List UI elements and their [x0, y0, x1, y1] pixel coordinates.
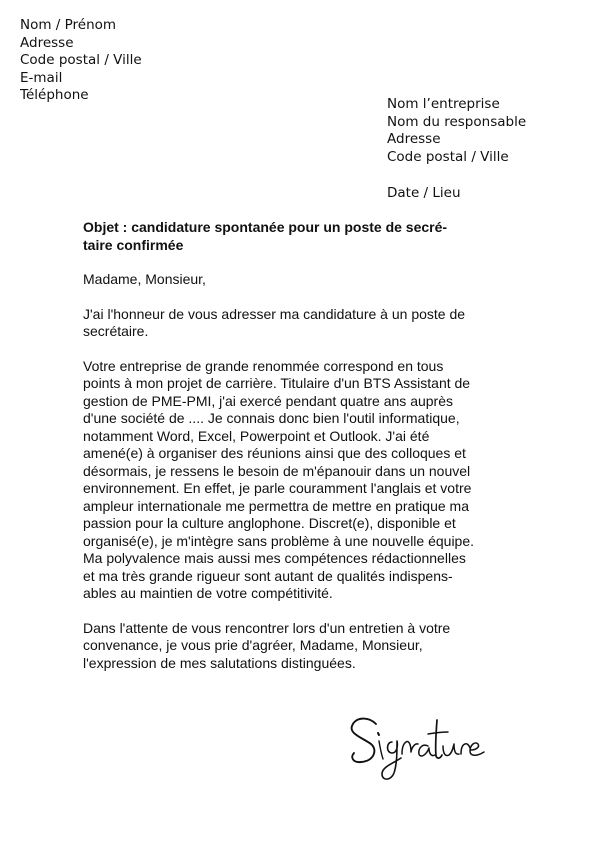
salutation-text: Madame, Monsieur,	[83, 271, 206, 287]
paragraph-line: amené(e) à organiser des réunions ainsi que des colloques et	[83, 445, 466, 461]
paragraph-introduction	[83, 306, 503, 341]
recipient-manager: Nom du responsable	[387, 113, 527, 130]
date-place: Date / Lieu	[387, 185, 461, 201]
paragraph-experience	[83, 358, 503, 603]
paragraph-closing	[83, 620, 503, 673]
paragraph-line: organisé(e), je m'intègre sans problème à une nouvelle équipe.	[83, 532, 475, 549]
sender-phone: Téléphone	[20, 87, 89, 103]
sender-block	[20, 17, 142, 105]
paragraph-line: environnement. En effet, je parle couramment l'anglais et votre	[83, 480, 472, 496]
sender-postal-city: Code postal / Ville	[20, 52, 142, 68]
paragraph-line: J'ai l'honneur de vous adresser ma candidature à un poste de	[83, 305, 466, 322]
paragraph-line: ampleur internationale me permettra de mettre en pratique ma	[83, 497, 469, 514]
paragraph-line: passion pour la culture anglophone. Discret(e), disponible et	[83, 515, 456, 531]
signature-handwriting	[345, 706, 495, 786]
salutation	[83, 271, 503, 289]
paragraph-line: gestion de PME-PMI, j'ai exercé pendant quatre ans auprès	[83, 392, 453, 409]
paragraph-line: Ma polyvalence mais aussi mes compétences rédactionnelles	[83, 550, 466, 566]
subject-line	[83, 219, 503, 254]
paragraph-line: convenance, je vous prie d'agréer, Madame, Monsieur,	[83, 637, 423, 653]
sender-name: Nom / Prénom	[20, 17, 117, 33]
paragraph-line: points à mon projet de carrière. Titulaire d'un BTS Assistant de	[83, 375, 471, 391]
paragraph-line: Votre entreprise de grande renommée correspond en tous	[83, 357, 444, 374]
paragraph-line: d'une société de .... Je connais donc bien l'outil informatique,	[83, 410, 460, 426]
subject-line-text: Objet : candidature spontanée pour un poste de secré-	[83, 219, 448, 235]
paragraph-line: ables au maintien de votre compétitivité.	[83, 585, 333, 601]
paragraph-line: secrétaire.	[83, 323, 149, 339]
paragraph-line: Dans l'attente de vous rencontrer lors d'un entretien à votre	[83, 619, 451, 636]
paragraph-line: désormais, je ressens le besoin de m'épanouir dans un nouvel	[83, 462, 471, 479]
paragraph-line: l'expression de mes salutations distinguées.	[83, 654, 356, 671]
signature	[345, 706, 495, 786]
letter-body	[83, 219, 503, 672]
recipient-block	[387, 96, 526, 203]
paragraph-line: et ma très grande rigueur sont autant de qualités indispens-	[83, 567, 453, 584]
recipient-address: Adresse	[387, 131, 441, 147]
sender-email: E-mail	[20, 69, 63, 86]
recipient-company: Nom l’entreprise	[387, 96, 500, 112]
subject-line-text: taire confirmée	[83, 236, 184, 253]
sender-address: Adresse	[20, 34, 74, 51]
signature-strokes	[352, 719, 484, 780]
recipient-postal-city: Code postal / Ville	[387, 148, 509, 165]
paragraph-line: notamment Word, Excel, Powerpoint et Outlook. J'ai été	[83, 427, 430, 444]
